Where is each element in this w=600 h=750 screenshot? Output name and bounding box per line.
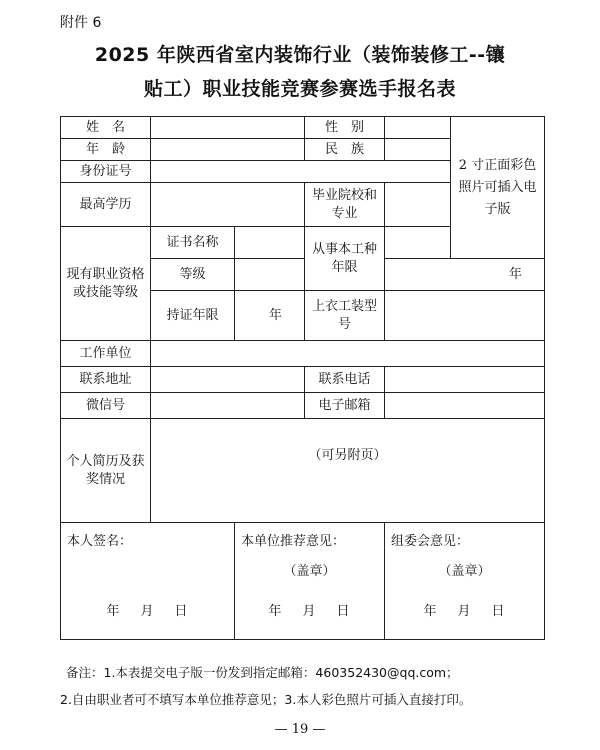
cert-name-label: 证书名称 — [151, 227, 235, 259]
wechat-label: 微信号 — [61, 393, 151, 419]
committee-opinion-date — [385, 603, 544, 621]
self-signature-date — [61, 603, 234, 621]
education-label: 最高学历 — [61, 183, 151, 227]
unit-seal-text: （盖章） — [283, 564, 336, 579]
ethnicity-label: 民 族 — [305, 139, 385, 161]
note-line-1: 备注：1.本表提交电子版一份发到指定邮箱：460352430@qq.com； — [66, 665, 459, 680]
wechat-field[interactable] — [151, 393, 305, 419]
id-number-label: 身份证号 — [61, 161, 151, 183]
work-years-label: 从事本工种年限 — [305, 227, 385, 291]
committee-seal-text: （盖章） — [438, 564, 491, 579]
photo-box[interactable]: 2 寸正面彩色照片可插入电子版 — [451, 117, 545, 259]
name-label: 姓 名 — [61, 117, 151, 139]
month-text: 月 — [457, 604, 472, 619]
month-text: 月 — [140, 604, 155, 619]
attachment-label: 附件 6 — [60, 15, 102, 31]
jacket-size-field[interactable] — [385, 291, 545, 341]
email-field[interactable] — [385, 393, 545, 419]
day-text: 日 — [336, 604, 351, 619]
level-field[interactable] — [235, 259, 305, 291]
email-label: 电子邮箱 — [305, 393, 385, 419]
note-line-2: 2.自由职业者可不填写本单位推荐意见；3.本人彩色照片可插入直接打印。 — [60, 692, 472, 707]
unit-opinion-label: 本单位推荐意见： — [241, 534, 346, 549]
form-title-line-2: 贴工）职业技能竞赛参赛选手报名表 — [143, 78, 456, 100]
resume-field[interactable]: （可另附页） — [151, 419, 545, 523]
school-major-field[interactable] — [385, 183, 451, 227]
address-field[interactable] — [151, 367, 305, 393]
unit-opinion-cell[interactable] — [235, 523, 385, 640]
work-years-field[interactable]: 年 — [385, 259, 545, 291]
phone-field[interactable] — [385, 367, 545, 393]
year-text: 年 — [106, 604, 121, 619]
qualification-label: 现有职业资格或技能等级 — [61, 227, 151, 341]
form-title-line-1: 2025 年陕西省室内装饰行业（装饰装修工--镶 — [94, 44, 506, 66]
jacket-size-label: 上衣工装型号 — [305, 291, 385, 341]
gender-field[interactable] — [385, 117, 451, 139]
age-label: 年 龄 — [61, 139, 151, 161]
gender-label: 性 别 — [305, 117, 385, 139]
self-signature-label: 本人签名： — [67, 534, 133, 549]
resume-label: 个人简历及获奖情况 — [61, 419, 151, 523]
registration-form-table — [60, 116, 545, 640]
address-label: 联系地址 — [61, 367, 151, 393]
day-text: 日 — [174, 604, 189, 619]
cert-years-label: 持证年限 — [151, 291, 235, 341]
year-text: 年 — [268, 604, 283, 619]
id-number-field[interactable] — [151, 161, 451, 183]
self-signature-cell[interactable] — [61, 523, 235, 640]
school-major-label: 毕业院校和专业 — [305, 183, 385, 227]
page-number: — 19 — — [274, 722, 326, 737]
work-unit-label: 工作单位 — [61, 341, 151, 367]
cert-name-field[interactable] — [235, 227, 305, 259]
age-field[interactable] — [151, 139, 305, 161]
cert-years-field[interactable]: 年 — [235, 291, 305, 341]
month-text: 月 — [302, 604, 317, 619]
work-unit-field[interactable] — [151, 341, 545, 367]
name-field[interactable] — [151, 117, 305, 139]
phone-label: 联系电话 — [305, 367, 385, 393]
committee-opinion-cell[interactable] — [385, 523, 545, 640]
year-text: 年 — [423, 604, 438, 619]
unit-opinion-date — [235, 603, 384, 621]
committee-opinion-label: 组委会意见： — [391, 534, 470, 549]
level-label: 等级 — [151, 259, 235, 291]
education-field[interactable] — [151, 183, 305, 227]
day-text: 日 — [491, 604, 506, 619]
ethnicity-field[interactable] — [385, 139, 451, 161]
